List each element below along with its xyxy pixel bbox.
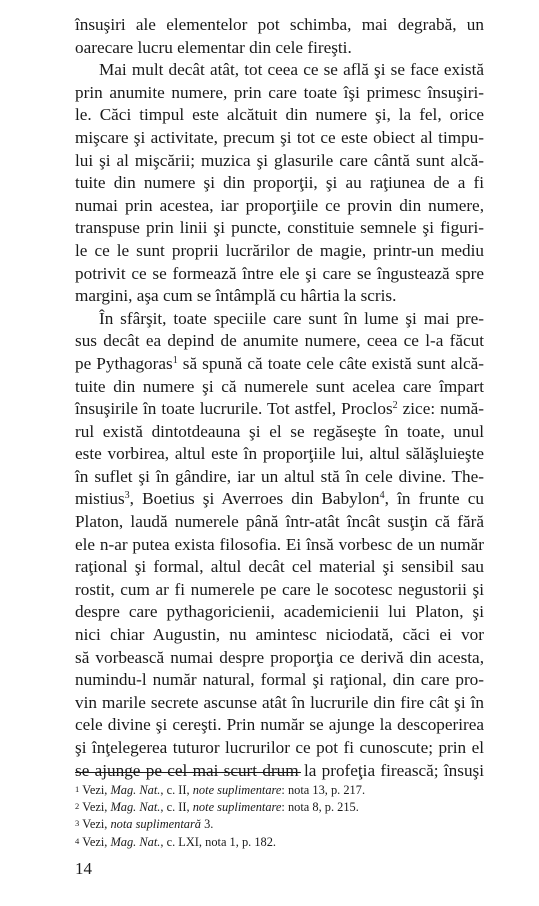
- text-line: prin anumite numere, prin care toate îşi primesc însuşiri-: [75, 82, 484, 102]
- footnote-text: 3.: [201, 817, 214, 832]
- footnote-text: : nota 13, p. 217.: [281, 783, 366, 797]
- footnote-italic: Mag. Nat.: [110, 834, 161, 849]
- footnote-ref: 2: [392, 400, 398, 412]
- text-segment: zice: numă-: [397, 399, 484, 419]
- footnote-ref: 1: [172, 354, 178, 366]
- footnote: [75, 833, 484, 850]
- text-line: rul există dintotdeauna şi el se regăseşte în toate, unul: [75, 421, 484, 441]
- text-line: le ce le sunt proprii lucrărilor de magie, printr-un mediu: [75, 240, 484, 260]
- text-line: cele divine şi cereşti. Prin număr se ajunge la descoperirea: [75, 715, 484, 735]
- footnote-italic: Mag. Nat.: [110, 783, 161, 797]
- text-line: [75, 353, 484, 376]
- text-line: potrivit ce se formează între ele şi care se îngustează spre: [75, 263, 484, 283]
- text-line: le. Căci timpul este alcătuit din numere şi, la fel, orice: [75, 105, 484, 125]
- footnote-text: : nota 8, p. 215.: [281, 800, 359, 815]
- text-line: este vorbirea, altul este în proporţiile lui, altul sălăşluieşte: [75, 444, 484, 464]
- footnote-number: 4: [75, 835, 80, 846]
- footnotes: [75, 781, 484, 850]
- text-line: să vorbească numai despre proporţia ce derivă din acesta,: [75, 647, 484, 667]
- text-line: mişcare şi activitate, precum şi tot ce este obiect al timpu-: [75, 127, 484, 147]
- text-line: oarecare lucru elementar din cele fireşti.: [75, 37, 352, 57]
- footnote-text: Vezi,: [82, 817, 111, 832]
- footnote-ref: 3: [124, 490, 130, 502]
- footnote-text: Vezi,: [82, 834, 111, 849]
- text-segment: , în frunte cu: [384, 489, 484, 509]
- text-segment: pe Pythagoras: [75, 353, 173, 373]
- text-line: în suflet şi în gândire, iar un altul stă în cele divine. The-: [75, 466, 484, 486]
- footnote: [75, 798, 484, 815]
- text-line: numai prin acestea, iar proporţiile ce provin din numere,: [75, 195, 484, 215]
- footnote: [75, 781, 484, 798]
- text-line: ele n-ar putea exista filosofia. Ei însă vorbesc de un număr: [75, 534, 484, 554]
- text-line: sus decât ea depind de anumite numere, ceea ce l-a făcut: [75, 331, 484, 351]
- text-line: Platon, laudă numerele până într-atât încât susţin că fără: [75, 512, 484, 532]
- text-line: se ajunge pe cel mai scurt drum la profeţia firească; însuşi: [75, 760, 484, 780]
- footnote-text: , c. II,: [160, 800, 193, 815]
- text-line: În sfârşit, toate speciile care sunt în lume şi mai pre-: [99, 308, 484, 328]
- page-number: 14: [75, 859, 92, 878]
- text-line: despre care pythagoricienii, academicienii lui Platon, şi: [75, 602, 484, 622]
- footnote-italic: note suplimentare: [192, 783, 282, 797]
- footnote-text: Vezi,: [82, 800, 111, 815]
- text-segment: , Boetius şi Averroes din Babylon: [129, 489, 380, 509]
- footnote-number: 3: [75, 818, 80, 829]
- footnote-divider: [75, 772, 301, 773]
- footnote-text: , c. LXI, nota 1, p. 182.: [160, 834, 277, 849]
- text-line: lui şi al mişcării; muzica şi glasurile care cântă sunt alcă-: [75, 150, 484, 170]
- text-line: tuite din numere şi din proporţii, şi au raţiunea de a fi: [75, 173, 484, 193]
- text-segment: să spună că toate cele câte există sunt alcă-: [177, 353, 484, 373]
- footnote-text: , c. II,: [160, 783, 193, 797]
- text-line: [75, 488, 484, 511]
- footnote-number: 2: [75, 801, 80, 812]
- text-line: rostit, cum ar fi numerele pe care le socotesc negustorii şi: [75, 579, 484, 599]
- body-text: [75, 14, 484, 782]
- text-line: vin marile secrete ascunse atât în lucrurile din fire cât şi în: [75, 692, 484, 712]
- text-line: margini, aşa cum se întâmplă cu hârtia la scris.: [75, 286, 397, 306]
- footnote-italic: note suplimentare: [192, 800, 282, 815]
- text-line: transpuse prin linii şi puncte, constituie semnele şi figuri-: [75, 218, 484, 238]
- footnote: [75, 815, 484, 832]
- text-line: şi înţelegerea tuturor lucrurilor ce pot fi cunoscute; prin el: [75, 738, 484, 757]
- text-segment: mistius: [75, 489, 125, 509]
- footnote-text: Vezi,: [82, 783, 111, 797]
- footnote-italic: Mag. Nat.: [110, 800, 161, 815]
- footnote-number: 1: [75, 784, 80, 794]
- footnote-italic: nota suplimentară: [110, 817, 201, 832]
- text-line: Mai mult decât atât, tot ceea ce se află şi se face există: [99, 60, 484, 80]
- text-line: numindu-l număr natural, formal şi raţional, din care pro-: [75, 670, 484, 690]
- text-line: nici chiar Augustin, nu amintesc niciodată, căci ei vor: [75, 625, 484, 645]
- text-line: tuite din numere şi că numerele sunt acelea care împart: [75, 376, 484, 396]
- text-segment: însuşirile în toate lucrurile. Tot astfel, Proclos: [75, 399, 393, 419]
- text-line: raţional şi formal, altul decât cel material şi sensibil sau: [75, 557, 484, 577]
- text-line: însuşiri ale elementelor pot schimba, mai degrabă, un: [75, 15, 484, 34]
- footnote-ref: 4: [379, 490, 385, 502]
- text-line: [75, 398, 484, 421]
